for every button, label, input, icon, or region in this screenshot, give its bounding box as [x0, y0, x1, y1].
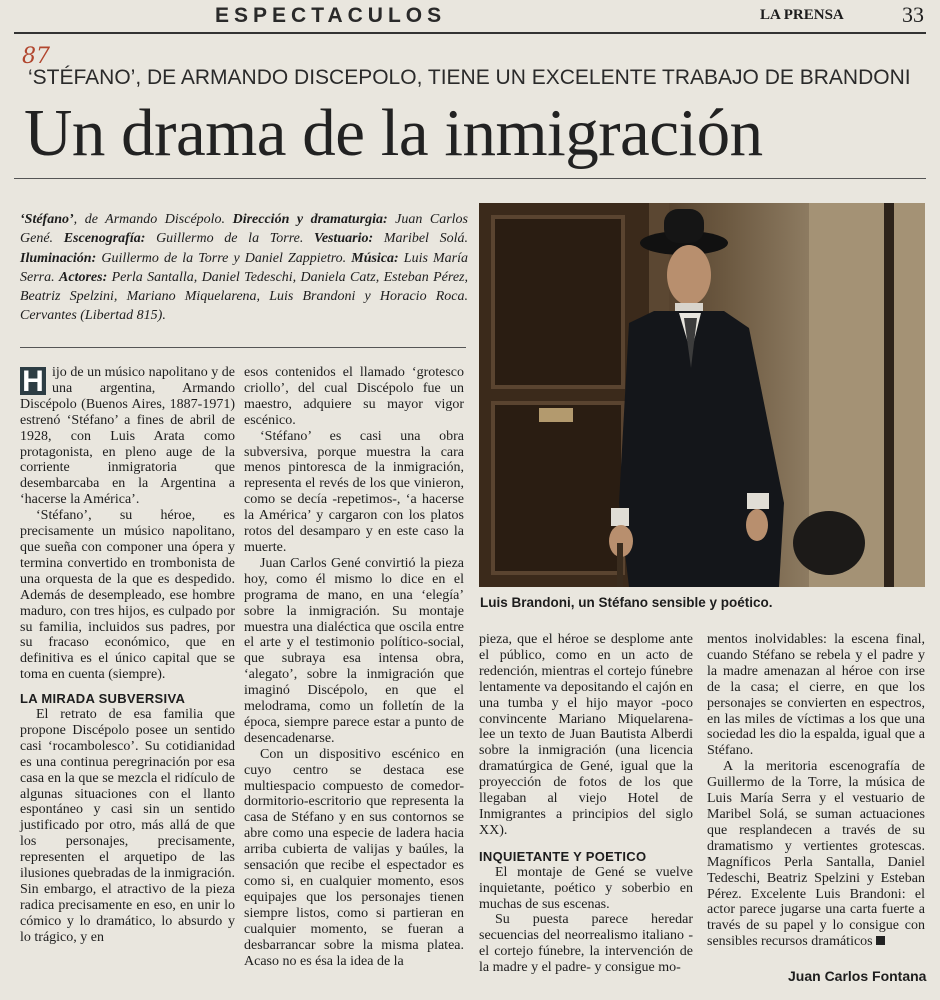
article-kicker: ‘STÉFANO’, DE ARMANDO DISCEPOLO, TIENE UN EXCELENTE TRABAJO DE BRANDONI [28, 66, 911, 89]
article-column-2 [244, 365, 464, 969]
credits-text: Perla Santalla, Daniel Tedeschi, Daniela Catz, Esteban Pérez, Beatriz Spelzini, Mariano Miquelarena, Luis Brandoni y Horacio Roca. Cervantes (Libertad 815). [20, 269, 468, 324]
credits-text: , de Armando Discépolo. [73, 212, 233, 227]
header-rule [14, 32, 926, 34]
subheading: INQUIETANTE Y POETICO [479, 848, 647, 864]
credits-title: ‘Stéfano’ [20, 212, 74, 227]
paragraph-text: ijo de un músico napolitano y de una argentina, Armando Discépolo (Buenos Aires, 1887-1971) estrenó ‘Stéfano’ a fines de abril de 1928, con Luis Arata como protagonista, en pleno auge de la corriente inmigratoria que desembarcaba en la Argentina a ‘hacerse la América’. [20, 365, 235, 508]
end-mark-icon [876, 936, 885, 945]
paragraph-text: A la meritoria escenografía de Guillermo de la Torre, la música de Luis María Serra y el vestuario de Maribel Solá, se suman actuaciones que resplandecen a través de su dramatismo y vertientes grotescas. Magníficos Perla Santalla, Daniel Tedeschi, Beatriz Spelzini y Esteban Pérez. Excelente Luis Brandoni: el actor parece jugarse una carta fuerte a través de su papel y lo consigue con sensibles recursos dramáticos [707, 759, 925, 950]
credits-rule [20, 347, 466, 348]
production-credits [20, 210, 468, 326]
subheading: LA MIRADA SUBVERSIVA [20, 691, 186, 707]
credits-label: Actores: [59, 269, 108, 285]
headline-rule [14, 178, 926, 179]
credits-text: Juan Carlos Gené. [20, 212, 468, 247]
photo-caption: Luis Brandoni, un Stéfano sensible y poético. [480, 595, 773, 610]
photo-illustration [479, 203, 925, 587]
paragraph [707, 759, 925, 950]
paragraph: ‘Stéfano’, su héroe, es precisamente un músico napolitano, que sueña con componer una ópera y termina convertido en trombonista de una orquesta de la que es despedido. Además de desempleado, ese hombre maduro, con tres hijos, es culpado por su familia, incluidos sus padres, por su fracaso económico, que en definitiva es el único capital que se toma en cuenta (siempre). [20, 508, 235, 683]
credits-label: Música: [351, 250, 399, 266]
paragraph: esos contenidos el llamado ‘grotesco criollo’, del cual Discépolo fue un maestro, adquiere su mayor vigor escénico. [244, 365, 464, 428]
article-column-3 [479, 632, 693, 976]
paragraph: Con un dispositivo escénico en cuyo centro se destaca ese multiespacio compuesto de comedor-dormitorio-escritorio que representa la casa de Stéfano y en sus contornos se abre como una especie de ladera hacia arriba cubierta de valijas y baúles, la sensación que recibe el espectador es como si, en cualquier momento, esos equipajes que los personajes tienen siempre listos, como si partieran en cualquier momento, se fueran a desbarrancar sobre la misma platea. Acaso no es ésa la idea de la [244, 746, 464, 969]
credits-label: Iluminación: [20, 250, 97, 266]
article-photo [479, 203, 925, 587]
article-column-4 [707, 632, 925, 950]
credits-text: Guillermo de la Torre y Daniel Zappietro. [96, 250, 352, 266]
handwritten-note: 87 [22, 44, 50, 69]
byline: Juan Carlos Fontana [788, 968, 927, 984]
credits-label: Escenografía: [63, 231, 146, 247]
paragraph: El retrato de esa familia que propone Discépolo posee un sentido casi ‘rocambolesco’. Su cotidianidad es una continua peregrinación por esa casa en la que se mezcla el ridículo de algunas situaciones con el llanto espontáneo y casi sin un sentido justificado por otro, más allá de que los personajes, precisamente, representen el arquetipo de las ilusiones quebradas de la inmigración. Sin embargo, el atractivo de la pieza radica precisamente en eso, en unir lo cómico y lo dramático, lo absurdo y lo trágico, y en [20, 707, 235, 945]
paragraph: ‘Stéfano’ es casi una obra subversiva, porque muestra la cara menos pintoresca de la inmigración, representa el revés de los que vinieron, como se decía -repetimos-, ‘a hacerse la América’ y cargaron con los platos rotos del desamparo y en este caso la muerte. [244, 428, 464, 555]
article-headline: Un drama de la inmigración [24, 96, 763, 170]
paragraph [20, 365, 235, 508]
credits-text: Maribel Solá. [373, 231, 469, 247]
credits-text: Guillermo de la Torre. [145, 231, 315, 247]
paragraph: pieza, que el héroe se desplome ante el público, como en un acto de redención, mientras el cortejo fúnebre lentamente va depositando el cajón en una tumba y el hijo mayor -poco convincente Mariano Miquelarena- lee un texto de Juan Bautista Alberdi sobre la inmigración (una licencia dramatúrgica de Gené, igual que la proyección de fotos de los que llegaban al viejo Hotel de Inmigrantes a principios del siglo XX). [479, 632, 693, 838]
page-number: 33 [902, 2, 924, 27]
newspaper-name: LA PRENSA [760, 7, 844, 23]
credits-text: Luis María Serra. [20, 250, 469, 285]
section-title: ESPECTACULOS [215, 4, 447, 27]
paragraph: El montaje de Gené se vuelve inquietante, poético y soberbio en muchas de sus escenas. [479, 864, 693, 912]
paragraph: Juan Carlos Gené convirtió la pieza hoy, como él mismo lo dice en el programa de mano, en una ‘elegía’ sobre la inmigración. Su montaje muestra una dialéctica que oscila entre el arte y el testimonio político-social, que subraya esa intensa obra, ‘alegato’, sobre la inmigración que imaginó Discépolo, en que el melodrama, como un folletín de la época, siempre parece estar a punto de desencadenarse. [244, 555, 464, 746]
paragraph: Su puesta parece heredar secuencias del neorrealismo italiano -el cortejo fúnebre, la intervención de la madre y el padre- y consigue mo- [479, 912, 693, 976]
article-column-1 [20, 365, 235, 946]
paragraph: mentos inolvidables: la escena final, cuando Stéfano se rebela y el padre y la madre amenazan al héroe con irse de la casa; el cierre, en que los personajes se convierten en espectros, en las miles de víctimas a los que una sociedad les dio la espalda, igual que a Stéfano. [707, 632, 925, 759]
drop-cap: H [20, 367, 46, 395]
credits-label: Dirección y dramaturgia: [232, 212, 388, 227]
credits-label: Vestuario: [314, 231, 374, 247]
